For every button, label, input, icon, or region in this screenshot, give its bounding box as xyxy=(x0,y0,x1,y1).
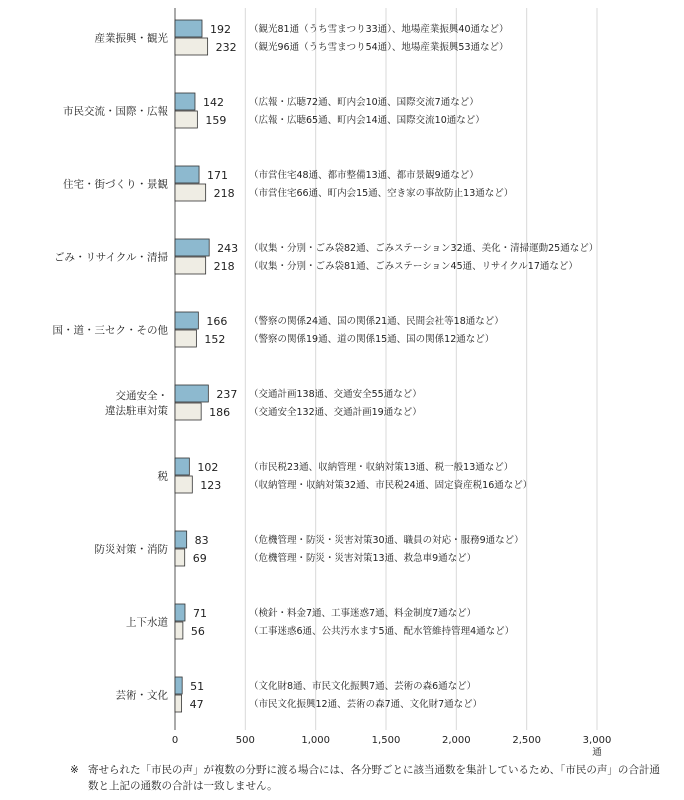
category-label: 税 xyxy=(157,470,168,483)
value-label: 232 xyxy=(215,41,237,54)
value-label: 51 xyxy=(190,680,205,693)
value-label: 123 xyxy=(200,479,222,492)
value-label: 171 xyxy=(207,169,229,182)
breakdown-note: （交通安全132通、交通計画19通など） xyxy=(249,407,422,418)
category-label: 住宅・街づくり・景観 xyxy=(63,178,168,191)
breakdown-note: （観光81通（うち雪まつり33通）、地場産業振興40通など） xyxy=(249,24,509,35)
value-label: 71 xyxy=(192,607,207,620)
value-label: 218 xyxy=(213,187,235,200)
bar xyxy=(175,549,185,566)
value-label: 166 xyxy=(206,315,228,328)
breakdown-note: （工事迷惑6通、公共汚水ます5通、配水管維持管理4通など） xyxy=(249,626,515,637)
x-tick-label: 1,000 xyxy=(301,735,330,746)
bar xyxy=(175,166,199,183)
category-label: 国・道・三セク・その他 xyxy=(52,324,168,337)
breakdown-note: （収集・分別・ごみ袋81通、ごみステーション45通、リサイクル17通など） xyxy=(249,261,578,272)
category-label: 芸術・文化 xyxy=(115,689,168,702)
bar xyxy=(175,239,209,256)
category-label: 違法駐車対策 xyxy=(105,405,168,417)
bar xyxy=(175,677,182,694)
x-tick-label: 2,500 xyxy=(512,735,541,746)
category-label: 上下水道 xyxy=(126,616,168,629)
bar xyxy=(175,330,196,347)
value-label: 159 xyxy=(205,114,227,127)
category-label: ごみ・リサイクル・清掃 xyxy=(53,251,168,264)
value-label: 186 xyxy=(209,406,231,419)
bar xyxy=(175,20,202,37)
bar xyxy=(175,531,187,548)
bar xyxy=(175,695,182,712)
breakdown-note: （収集・分別・ごみ袋82通、ごみステーション32通、美化・清掃運動25通など） xyxy=(249,243,599,254)
breakdown-note: （検針・料金7通、工事迷惑7通、料金制度7通など） xyxy=(249,608,477,619)
value-label: 83 xyxy=(194,534,209,547)
bar xyxy=(175,385,208,402)
x-tick-label: 0 xyxy=(171,735,179,746)
value-label: 218 xyxy=(213,260,235,273)
value-label: 237 xyxy=(216,388,238,401)
footnote-text: 寄せられた「市民の声」が複数の分野に渡る場合には、各分野ごとに該当通数を集計しているため、「市民の声」の合計通数と上記の通数の合計は一致しません。 xyxy=(88,764,660,792)
category-label: 交通安全・ xyxy=(115,390,168,402)
value-label: 102 xyxy=(197,461,219,474)
breakdown-note: （広報・広聴72通、町内会10通、国際交流7通など） xyxy=(249,97,479,108)
footnote-mark: ※ xyxy=(70,764,79,776)
breakdown-note: （市営住宅66通、町内会15通、空き家の事故防止13通など） xyxy=(249,188,514,199)
breakdown-note: （危機管理・防災・災害対策13通、救急車9通など） xyxy=(249,553,477,564)
breakdown-note: （警察の関係24通、国の関係21通、民間会社等18通など） xyxy=(249,316,504,327)
value-label: 56 xyxy=(190,625,205,638)
breakdown-note: （危機管理・防災・災害対策30通、職員の対応・服務9通など） xyxy=(249,535,524,546)
bar xyxy=(175,257,206,274)
value-label: 192 xyxy=(210,23,232,36)
value-label: 142 xyxy=(202,96,224,109)
bar xyxy=(175,93,195,110)
bar xyxy=(175,622,183,639)
breakdown-note: （警察の関係19通、道の関係15通、国の関係12通など） xyxy=(249,334,495,345)
bar xyxy=(175,38,208,55)
breakdown-note: （観光96通（うち雪まつり54通）、地場産業振興53通など） xyxy=(249,42,509,53)
category-label: 産業振興・観光 xyxy=(94,32,168,45)
value-label: 69 xyxy=(192,552,207,565)
breakdown-note: （広報・広聴65通、町内会14通、国際交流10通など） xyxy=(249,115,485,126)
category-label: 防災対策・消防 xyxy=(94,543,168,556)
bar xyxy=(175,458,189,475)
value-label: 47 xyxy=(189,698,204,711)
footnote xyxy=(70,762,660,794)
breakdown-note: （市営住宅48通、都市整備13通、都市景観9通など） xyxy=(249,170,479,181)
value-label: 243 xyxy=(217,242,239,255)
bar xyxy=(175,476,192,493)
x-tick-label: 2,000 xyxy=(442,735,471,746)
breakdown-note: （市民文化振興12通、芸術の森7通、文化財7通など） xyxy=(249,699,483,710)
breakdown-note: （文化財8通、市民文化振興7通、芸術の森6通など） xyxy=(249,681,477,692)
breakdown-note: （収納管理・収納対策32通、市民税24通、固定資産税16通など） xyxy=(249,480,533,491)
x-axis-unit: 通 xyxy=(592,747,602,758)
bar xyxy=(175,403,201,420)
bar xyxy=(175,111,197,128)
bar xyxy=(175,312,198,329)
x-tick-label: 1,500 xyxy=(371,735,401,746)
x-tick-label: 500 xyxy=(235,735,255,746)
value-label: 152 xyxy=(204,333,226,346)
breakdown-note: （市民税23通、収納管理・収納対策13通、税一般13通など） xyxy=(249,462,514,473)
bar xyxy=(175,604,185,621)
breakdown-note: （交通計画138通、交通安全55通など） xyxy=(249,389,422,400)
x-tick-label: 3,000 xyxy=(582,735,612,746)
category-label: 市民交流・国際・広報 xyxy=(63,105,168,118)
bar xyxy=(175,184,206,201)
